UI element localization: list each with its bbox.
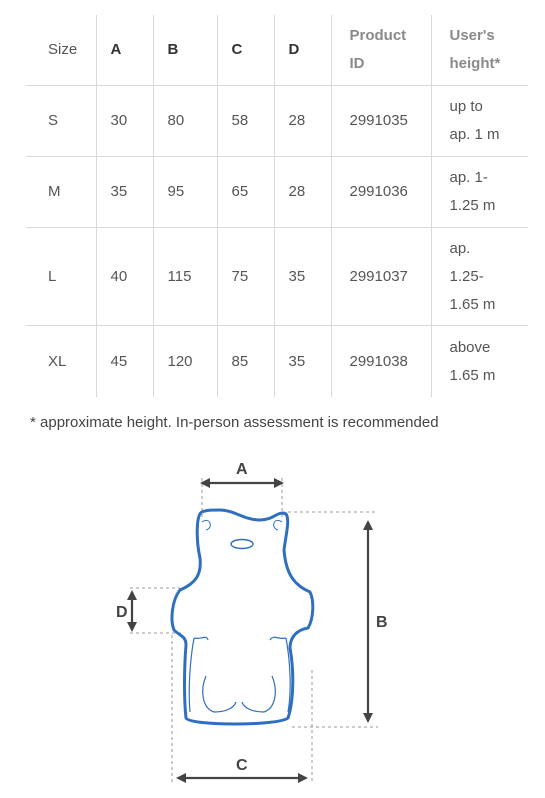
- cell-d: 35: [274, 228, 331, 326]
- header-size: Size: [26, 15, 96, 86]
- header-product-id: Product ID: [331, 15, 431, 86]
- cell-b: 115: [153, 228, 217, 326]
- header-c: C: [217, 15, 274, 86]
- cushion-outline: [172, 510, 313, 724]
- cell-product-id: 2991038: [331, 326, 431, 398]
- table-row: [26, 157, 528, 228]
- header-users-height: User's height*: [431, 15, 528, 86]
- cell-c: 65: [217, 157, 274, 228]
- cushion-dimension-diagram: [110, 450, 410, 790]
- cell-a: 45: [96, 326, 153, 398]
- table-row: [26, 86, 528, 157]
- dimension-label-d: D: [116, 604, 128, 621]
- cell-product-id: 2991035: [331, 86, 431, 157]
- ear-right-mark: [274, 520, 282, 530]
- header-d: D: [274, 15, 331, 86]
- cell-a: 30: [96, 86, 153, 157]
- cell-users-height: above 1.65 m: [431, 326, 528, 398]
- cell-users-height: ap. 1.25- 1.65 m: [431, 228, 528, 326]
- cell-d: 28: [274, 157, 331, 228]
- leg-pad-left: [203, 676, 236, 712]
- cell-c: 75: [217, 228, 274, 326]
- dimension-label-a: A: [236, 461, 248, 478]
- extension-lines: [130, 478, 378, 782]
- cell-users-height: up to ap. 1 m: [431, 86, 528, 157]
- cell-size: XL: [48, 352, 67, 370]
- cell-b: 120: [153, 326, 217, 398]
- cell-size: S: [26, 86, 96, 157]
- cell-product-id: 2991037: [331, 228, 431, 326]
- dimension-label-c: C: [236, 757, 248, 774]
- table-row: [26, 326, 528, 398]
- head-hole: [231, 540, 253, 549]
- cell-size: L: [26, 228, 96, 326]
- cell-a: 35: [96, 157, 153, 228]
- cell-c: 85: [217, 326, 274, 398]
- cell-d: 28: [274, 86, 331, 157]
- table-row: [26, 228, 528, 326]
- cell-d: 35: [274, 326, 331, 398]
- cell-b: 80: [153, 86, 217, 157]
- cell-product-id: 2991036: [331, 157, 431, 228]
- header-b: B: [153, 15, 217, 86]
- cell-users-height: ap. 1- 1.25 m: [431, 157, 528, 228]
- size-table: [26, 15, 528, 397]
- footnote: * approximate height. In-person assessment is recommended: [30, 414, 439, 431]
- table-header-row: [26, 15, 528, 86]
- leg-pad-right: [242, 676, 275, 712]
- cell-c: 58: [217, 86, 274, 157]
- ear-left-mark: [202, 520, 210, 530]
- header-a: A: [96, 15, 153, 86]
- cell-a: 40: [96, 228, 153, 326]
- dimension-label-b: B: [376, 614, 388, 631]
- cell-b: 95: [153, 157, 217, 228]
- cell-size: M: [26, 157, 96, 228]
